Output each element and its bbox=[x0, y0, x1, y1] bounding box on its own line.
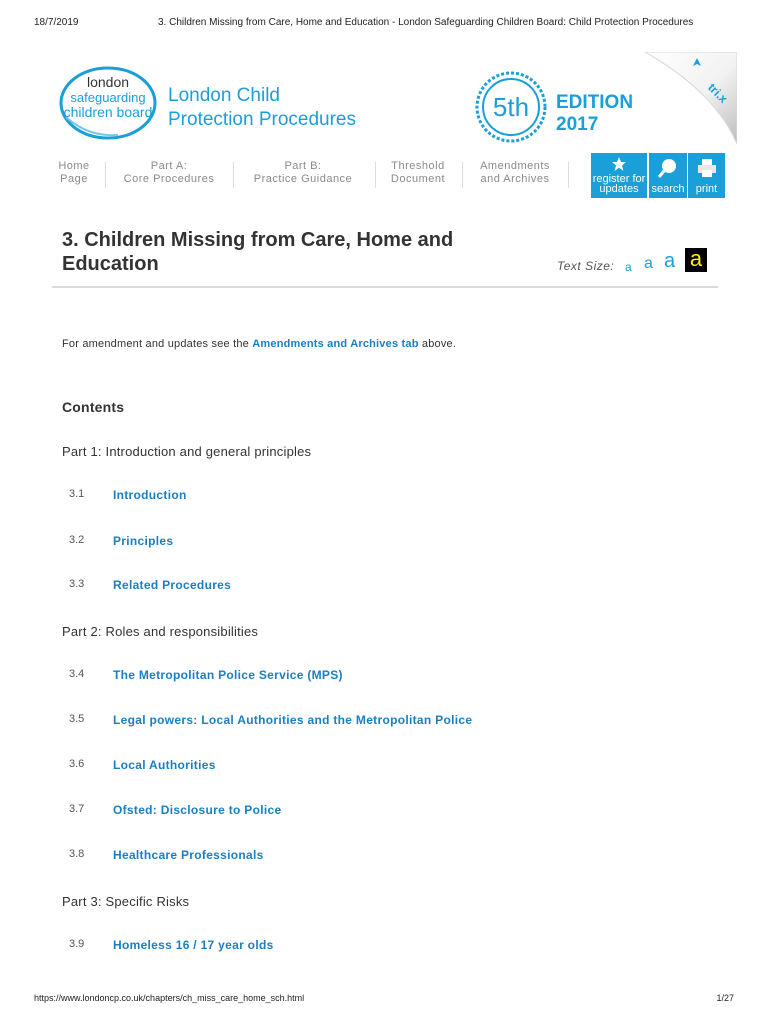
nav-part-a-line-2: Core Procedures bbox=[123, 173, 215, 185]
nav-amendments-line-2: and Archives bbox=[480, 173, 550, 185]
contents-heading: Contents bbox=[62, 399, 125, 415]
page-title: 3. Children Missing from Care, Home and Education bbox=[62, 229, 454, 275]
print-date: 18/7/2019 bbox=[34, 17, 79, 28]
site-title-line-1: London Child bbox=[168, 85, 280, 106]
logo-line-3: children board bbox=[63, 104, 153, 120]
edition-badge-icon bbox=[474, 70, 548, 144]
section-link[interactable]: Introduction bbox=[113, 488, 187, 502]
edition-line-2: 2017 bbox=[556, 114, 599, 135]
nav-part-b-line-2: Practice Guidance bbox=[253, 173, 353, 185]
register-label-line-2: updates bbox=[599, 183, 639, 195]
section-link[interactable]: Local Authorities bbox=[113, 758, 216, 772]
text-size-label: Text Size: bbox=[557, 259, 615, 273]
nav-divider bbox=[233, 162, 234, 188]
text-size-small[interactable]: a bbox=[625, 260, 632, 274]
section-link[interactable]: Homeless 16 / 17 year olds bbox=[113, 938, 274, 952]
nav-threshold-line-1: Threshold bbox=[391, 160, 445, 172]
nav-part-a-line-1: Part A: bbox=[150, 160, 188, 172]
section-number: 3.2 bbox=[69, 534, 85, 546]
section-number: 3.3 bbox=[69, 578, 85, 590]
section-link[interactable]: Related Procedures bbox=[113, 578, 232, 592]
nav-home-line-2: Page bbox=[60, 173, 88, 185]
part-heading: Part 3: Specific Risks bbox=[62, 894, 190, 909]
edition-line-1: EDITION bbox=[556, 92, 634, 113]
intro-after: above. bbox=[418, 338, 457, 350]
register-label-line-1: register for bbox=[592, 173, 646, 185]
section-number: 3.4 bbox=[69, 668, 85, 680]
part-heading: Part 1: Introduction and general principles bbox=[62, 444, 312, 459]
nav-amendments-line-1: Amendments bbox=[480, 160, 550, 172]
search-label: search bbox=[651, 183, 685, 195]
nav-home[interactable] bbox=[52, 160, 96, 186]
section-number: 3.7 bbox=[69, 803, 85, 815]
section-link[interactable]: Ofsted: Disclosure to Police bbox=[113, 803, 282, 817]
edition-badge-text: 5th bbox=[492, 92, 530, 122]
section-number: 3.5 bbox=[69, 713, 85, 725]
lscb-logo[interactable] bbox=[58, 65, 158, 141]
section-number: 3.8 bbox=[69, 848, 85, 860]
text-size-control bbox=[557, 248, 717, 276]
search-icon bbox=[657, 157, 679, 179]
nav-divider bbox=[462, 162, 463, 188]
nav-home-line-1: Home bbox=[58, 160, 90, 172]
edition-text bbox=[556, 92, 633, 136]
print-button[interactable] bbox=[688, 153, 725, 198]
print-title: 3. Children Missing from Care, Home and Education - London Safeguarding Children Board: Child Protection Procedures bbox=[158, 17, 694, 28]
nav-part-b-line-1: Part B: bbox=[284, 160, 322, 172]
printer-icon bbox=[696, 157, 718, 179]
section-link[interactable]: Legal powers: Local Authorities and the Metropolitan Police bbox=[113, 713, 473, 727]
nav-part-b[interactable] bbox=[243, 160, 363, 186]
logo-line-2: safeguarding bbox=[70, 90, 146, 105]
search-button[interactable] bbox=[649, 153, 687, 198]
print-url: https://www.londoncp.co.uk/chapters/ch_miss_care_home_sch.html bbox=[34, 993, 305, 1003]
site-title bbox=[168, 84, 356, 132]
intro-text bbox=[62, 338, 456, 350]
text-size-high-contrast[interactable]: a bbox=[685, 248, 707, 272]
site-title-line-2: Protection Procedures bbox=[168, 109, 356, 130]
intro-before: For amendment and updates see the bbox=[62, 338, 253, 350]
title-divider bbox=[52, 286, 718, 288]
star-icon bbox=[611, 156, 627, 172]
page-count: 1/27 bbox=[716, 993, 734, 1003]
section-link[interactable]: The Metropolitan Police Service (MPS) bbox=[113, 668, 343, 682]
nav-threshold[interactable] bbox=[385, 160, 451, 186]
section-link[interactable]: Principles bbox=[113, 534, 174, 548]
section-number: 3.1 bbox=[69, 488, 85, 500]
logo-line-1: london bbox=[86, 74, 130, 90]
nav-amendments[interactable] bbox=[472, 160, 558, 186]
trix-page-curl-icon[interactable] bbox=[645, 52, 737, 144]
text-size-medium[interactable]: a bbox=[644, 255, 653, 272]
section-number: 3.9 bbox=[69, 938, 85, 950]
section-link[interactable]: Healthcare Professionals bbox=[113, 848, 264, 862]
nav-part-a[interactable] bbox=[115, 160, 223, 186]
nav-threshold-line-2: Document bbox=[390, 173, 446, 185]
nav-divider bbox=[105, 162, 106, 188]
part-heading: Part 2: Roles and responsibilities bbox=[62, 624, 259, 639]
text-size-large[interactable]: a bbox=[664, 250, 676, 272]
nav-divider bbox=[375, 162, 376, 188]
nav-divider bbox=[568, 162, 569, 188]
section-number: 3.6 bbox=[69, 758, 85, 770]
register-updates-button[interactable] bbox=[591, 153, 647, 198]
amendments-link[interactable]: Amendments and Archives tab bbox=[252, 338, 419, 350]
trix-label: tri.x bbox=[705, 80, 731, 106]
print-label: print bbox=[695, 183, 718, 195]
